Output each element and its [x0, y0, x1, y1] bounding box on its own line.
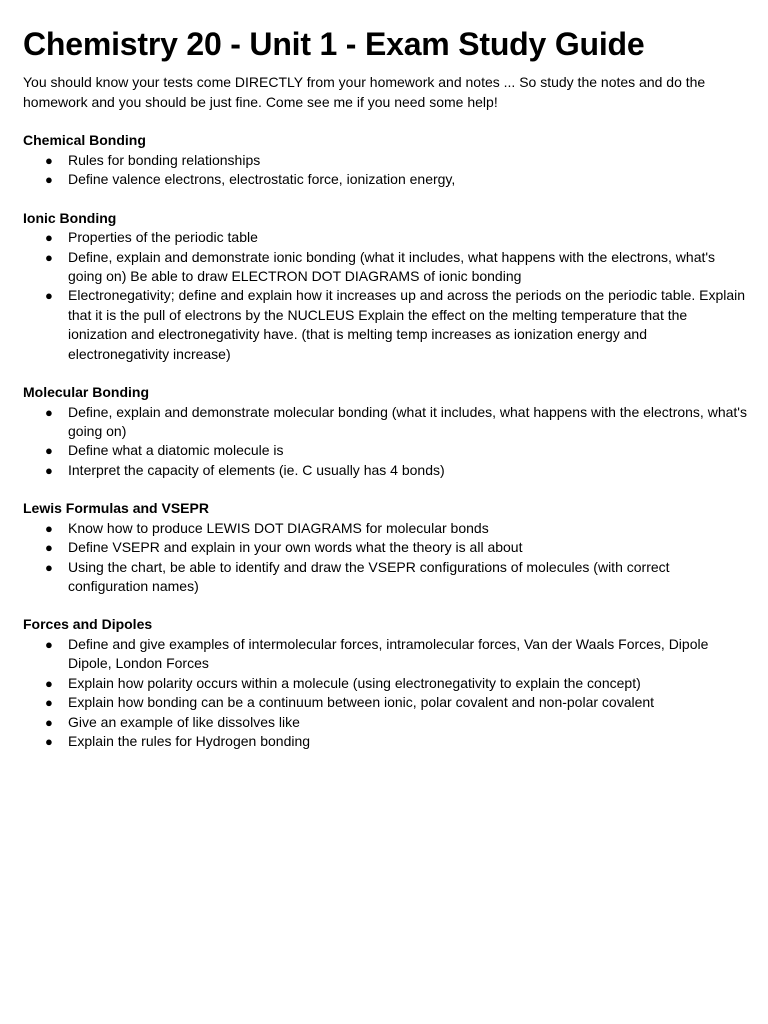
section-forces-and-dipoles [23, 615, 747, 751]
bullet-icon: ● [45, 637, 53, 653]
section-heading: Forces and Dipoles [23, 616, 153, 633]
bullet-list [23, 151, 747, 190]
bullet-icon: ● [45, 249, 53, 265]
list-item [23, 558, 747, 597]
list-item [23, 713, 747, 732]
list-item [23, 693, 747, 712]
list-item [23, 538, 747, 557]
list-item [23, 403, 747, 442]
bullet-list [23, 635, 747, 751]
list-item [23, 151, 747, 170]
list-item [23, 635, 747, 674]
list-item-text: Define and give examples of intermolecular forces, intramolecular forces, Van der Waals Forces, Dipole Dipole, London Forces [68, 636, 709, 672]
list-item-text: Explain the rules for Hydrogen bonding [68, 733, 311, 750]
list-item [23, 674, 747, 693]
bullet-icon: ● [45, 734, 53, 750]
bullet-icon: ● [45, 152, 53, 168]
list-item-text: Define VSEPR and explain in your own words what the theory is all about [68, 539, 523, 556]
list-item [23, 461, 747, 480]
bullet-icon: ● [45, 675, 53, 691]
bullet-icon: ● [45, 230, 53, 246]
section-heading: Chemical Bonding [23, 132, 146, 149]
section-chemical-bonding [23, 131, 747, 189]
list-item-text: Electronegativity; define and explain how it increases up and across the periods on the periodic table. Explain that it is the pull of electrons by the NUCLEUS Explain the effect on the melting temperature that the ionization and electronegativity have. (that is melting temp increases as ionization energy and electronegativity increase) [68, 287, 746, 362]
list-item-text: Explain how bonding can be a continuum between ionic, polar covalent and non-polar covalent [68, 694, 655, 711]
list-item-text: Properties of the periodic table [68, 229, 258, 246]
section-heading: Molecular Bonding [23, 384, 149, 401]
list-item-text: Interpret the capacity of elements (ie. C usually has 4 bonds) [68, 461, 445, 478]
list-item-text: Explain how polarity occurs within a molecule (using electronegativity to explain the concept) [68, 674, 641, 691]
list-item-text: Give an example of like dissolves like [68, 713, 300, 730]
bullet-icon: ● [45, 172, 53, 188]
bullet-icon: ● [45, 462, 53, 478]
list-item-text: Define, explain and demonstrate ionic bonding (what it includes, what happens with the electrons, what's going on) Be able to draw ELECTRON DOT DIAGRAMS of ionic bonding [68, 248, 716, 284]
bullet-icon: ● [45, 443, 53, 459]
bullet-icon: ● [45, 404, 53, 420]
list-item [23, 286, 747, 364]
bullet-icon: ● [45, 714, 53, 730]
list-item [23, 519, 747, 538]
list-item [23, 170, 747, 189]
list-item-text: Know how to produce LEWIS DOT DIAGRAMS for molecular bonds [68, 519, 489, 536]
section-heading: Ionic Bonding [23, 209, 117, 226]
list-item-text: Define, explain and demonstrate molecular bonding (what it includes, what happens with the electrons, what's going on) [68, 403, 747, 440]
bullet-icon: ● [45, 695, 53, 711]
section-molecular-bonding [23, 383, 747, 480]
bullet-list [23, 403, 747, 481]
list-item [23, 732, 747, 751]
study-guide-page [23, 24, 747, 752]
section-ionic-bonding [23, 209, 747, 364]
list-item [23, 228, 747, 247]
list-item-text: Define what a diatomic molecule is [68, 442, 284, 459]
bullet-icon: ● [45, 520, 53, 536]
bullet-list [23, 519, 747, 597]
section-heading: Lewis Formulas and VSEPR [23, 500, 209, 517]
intro-paragraph: You should know your tests come DIRECTLY from your homework and notes ... So study the notes and do the homework and you should be just fine. Come see me if you need some help! [23, 74, 706, 110]
list-item-text: Using the chart, be able to identify and draw the VSEPR configurations of molecules (with correct configuration names) [68, 558, 670, 595]
list-item-text: Rules for bonding relationships [68, 151, 261, 168]
list-item [23, 248, 747, 287]
bullet-icon: ● [45, 288, 53, 304]
page-title: Chemistry 20 - Unit 1 - Exam Study Guide [23, 26, 645, 62]
list-item [23, 441, 747, 460]
bullet-list [23, 228, 747, 364]
bullet-icon: ● [45, 540, 53, 556]
bullet-icon: ● [45, 559, 53, 575]
section-lewis-formulas-vsepr [23, 499, 747, 596]
list-item-text: Define valence electrons, electrostatic force, ionization energy, [68, 171, 456, 188]
